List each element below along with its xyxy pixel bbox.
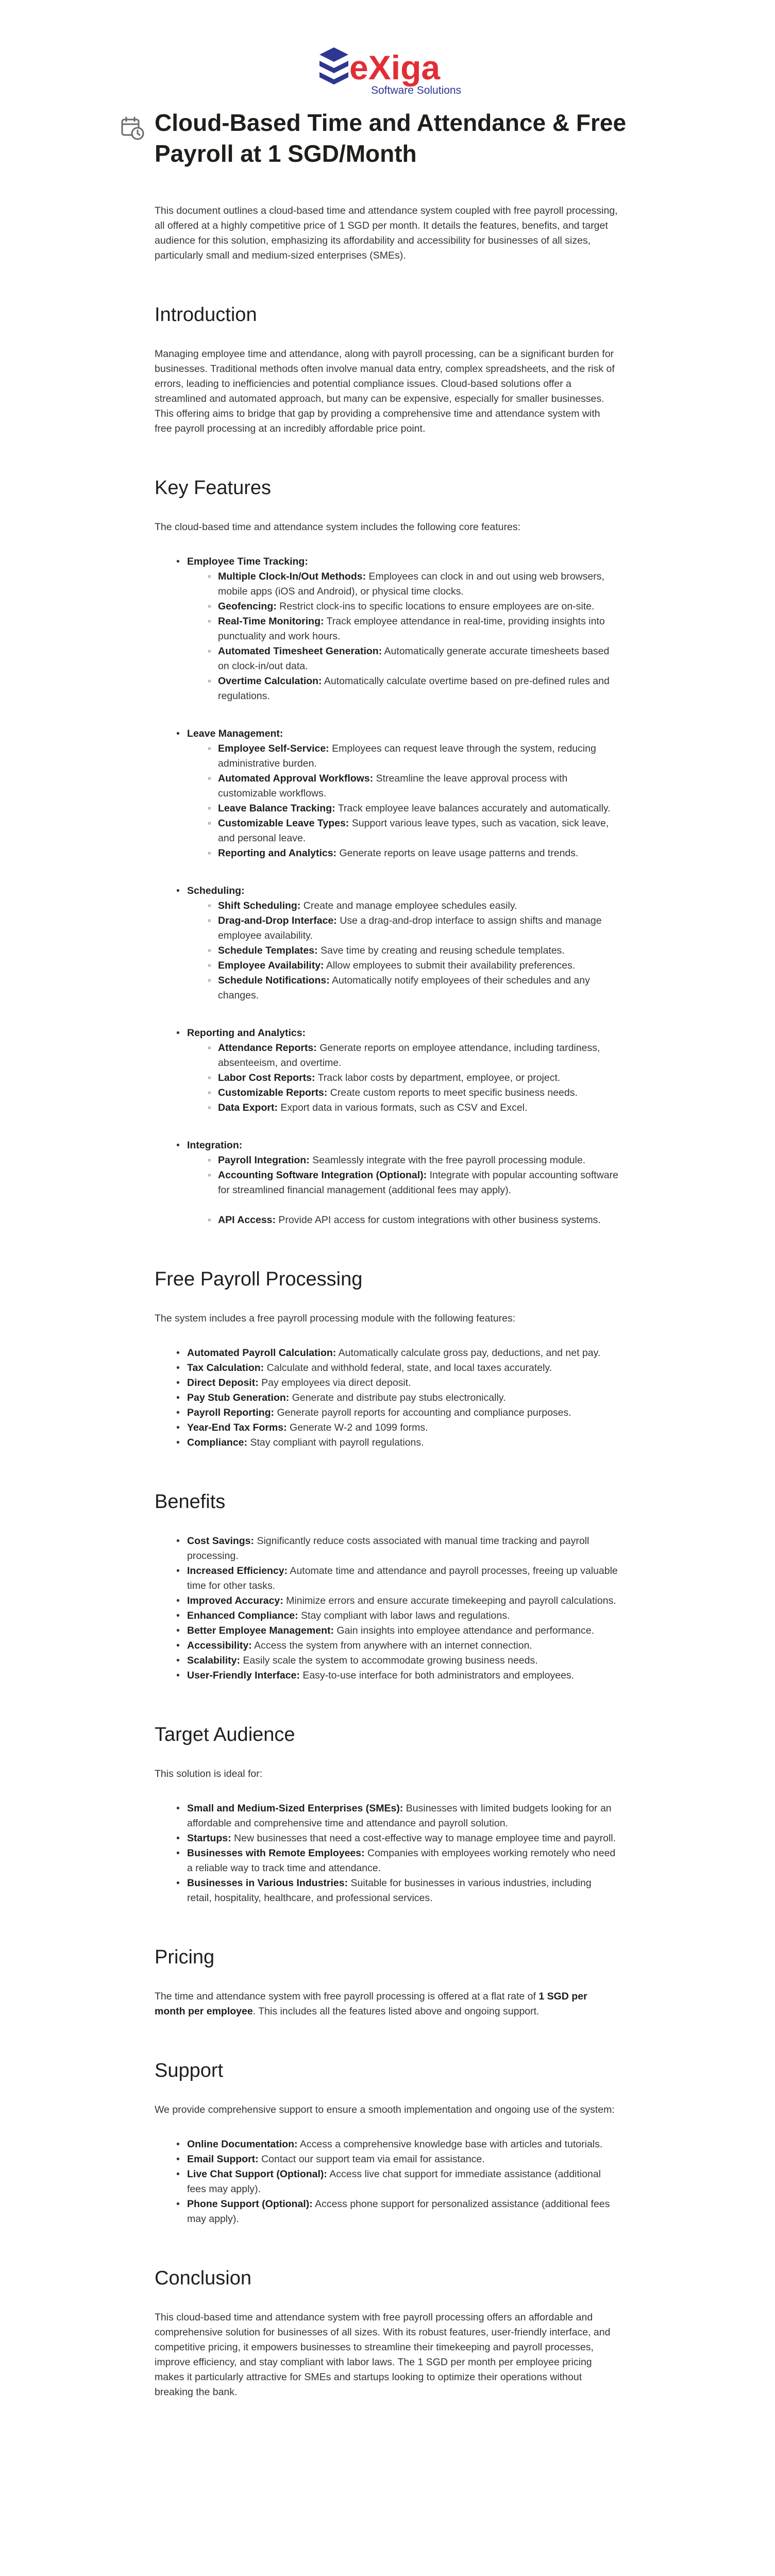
feature-item: ◦ Customizable Leave Types: Support various leave types, such as vacation, sick leave, and personal leave.: [218, 816, 618, 846]
feature-sublist: [218, 1153, 618, 1228]
pricing-text: The time and attendance system with free payroll processing is offered at a flat rate of 1 SGD per month per employee. This includes all the features listed above and ongoing support.: [155, 1991, 587, 2017]
feature-sublist: [218, 1041, 618, 1115]
benefit-item: • Improved Accuracy: Minimize errors and ensure accurate timekeeping and payroll calculations.: [187, 1594, 618, 1608]
benefit-item: • Increased Efficiency: Automate time and attendance and payroll processes, freeing up valuable time for other tasks.: [187, 1564, 618, 1594]
feature-item: ◦ Data Export: Export data in various formats, such as CSV and Excel.: [218, 1100, 618, 1115]
benefit-item: • Scalability: Easily scale the system to accommodate growing business needs.: [187, 1653, 618, 1668]
price-value: 1 SGD per month per employee: [155, 1991, 587, 2017]
feature-sublist: [218, 899, 618, 1003]
feature-item: ◦ API Access: Provide API access for custom integrations with other business systems.: [218, 1213, 618, 1228]
page-title: Cloud-Based Time and Attendance & Free Payroll at 1 SGD/Month: [155, 109, 627, 167]
feature-item: ◦ Reporting and Analytics: Generate reports on leave usage patterns and trends.: [218, 846, 618, 861]
feature-item: ◦ Overtime Calculation: Automatically calculate overtime based on pre-defined rules and regulations.: [218, 674, 618, 704]
key-features-heading: Key Features: [155, 477, 271, 499]
support-intro: We provide comprehensive support to ensure a smooth implementation and ongoing use of the system:: [155, 2104, 615, 2115]
payroll-item: • Automated Payroll Calculation: Automatically calculate gross pay, deductions, and net pay.: [187, 1346, 618, 1361]
feature-item: ◦ Payroll Integration: Seamlessly integrate with the free payroll processing module.: [218, 1153, 618, 1168]
feature-item: ◦ Drag-and-Drop Interface: Use a drag-and-drop interface to assign shifts and manage employee availability.: [218, 913, 618, 943]
introduction-heading: Introduction: [155, 304, 257, 326]
feature-item: ◦ Attendance Reports: Generate reports on employee attendance, including tardiness, absenteeism, and overtime.: [218, 1041, 618, 1071]
feature-group-integration: • Integration: ◦ Payroll Integration: Seamlessly integrate with the free payroll processing module. ◦ Accounting Software Integration (Optional): Integrate with popular accounting software for streamlined financial management (additional fees may apply). ◦ API Access: Provide API access for custom integrations with other business systems.: [187, 1138, 618, 1228]
benefit-item: • Cost Savings: Significantly reduce costs associated with manual time tracking and payroll processing.: [187, 1534, 618, 1564]
benefit-item: • Enhanced Compliance: Stay compliant with labor laws and regulations.: [187, 1608, 618, 1623]
benefit-item: • Better Employee Management: Gain insights into employee attendance and performance.: [187, 1623, 618, 1638]
feature-item: ◦ Customizable Reports: Create custom reports to meet specific business needs.: [218, 1086, 618, 1100]
support-item: • Email Support: Contact our support team via email for assistance.: [187, 2152, 618, 2167]
audience-intro: This solution is ideal for:: [155, 1768, 263, 1780]
feature-item: ◦ Employee Availability: Allow employees to submit their availability preferences.: [218, 958, 618, 973]
feature-item: ◦ Accounting Software Integration (Optional): Integrate with popular accounting software for streamlined financial management (additional fees may apply).: [218, 1168, 618, 1198]
feature-item: ◦ Leave Balance Tracking: Track employee leave balances accurately and automatically.: [218, 801, 618, 816]
conclusion-text: This cloud-based time and attendance system with free payroll processing offers an affordable and comprehensive solution for businesses of all sizes. With its robust features, user-friendly interface, and competitive pricing, it empowers businesses to streamline their timekeeping and payroll processes, improve efficiency, and stay compliant with labor laws. The 1 SGD per month per employee pricing makes it particularly attractive for SMEs and startups looking to optimize their operations without breaking the bank.: [155, 2312, 611, 2398]
document-body: [155, 204, 618, 2400]
support-heading: Support: [155, 2060, 224, 2081]
calendar-clock-icon: [120, 115, 145, 141]
benefit-item: • User-Friendly Interface: Easy-to-use interface for both administrators and employees.: [187, 1668, 618, 1683]
payroll-item: • Compliance: Stay compliant with payroll regulations.: [187, 1435, 618, 1450]
feature-item: ◦ Real-Time Monitoring: Track employee attendance in real-time, providing insights into punctuality and work hours.: [218, 614, 618, 644]
feature-sublist: [218, 569, 618, 704]
benefits-heading: Benefits: [155, 1491, 226, 1513]
support-item: • Live Chat Support (Optional): Access live chat support for immediate assistance (additional fees may apply).: [187, 2167, 618, 2197]
feature-group-time-tracking: • Employee Time Tracking: ◦ Multiple Clock-In/Out Methods: Employees can clock in and out using web browsers, mobile apps (iOS and Android), or physical time clocks. ◦ Geofencing: Restrict clock-ins to specific locations to ensure employees are on-site. ◦ Real-Time Monitoring: Track employee attendance in real-time, providing insights into punctuality and work hours. ◦ Automated Timesheet Generation: Automatically generate accurate timesheets based on clock-in/out data. ◦ Overtime Calculation: Automatically calculate overtime based on pre-defined rules and regulations.: [187, 554, 618, 704]
payroll-item: • Pay Stub Generation: Generate and distribute pay stubs electronically.: [187, 1391, 618, 1405]
pricing-heading: Pricing: [155, 1946, 215, 1968]
payroll-intro: The system includes a free payroll processing module with the following features:: [155, 1313, 516, 1324]
feature-item: ◦ Shift Scheduling: Create and manage employee schedules easily.: [218, 899, 618, 913]
feature-groups-list: [187, 554, 618, 1228]
feature-item: ◦ Schedule Templates: Save time by creating and reusing schedule templates.: [218, 943, 618, 958]
feature-item: ◦ Schedule Notifications: Automatically notify employees of their schedules and any changes.: [218, 973, 618, 1003]
audience-item: • Small and Medium-Sized Enterprises (SMEs): Businesses with limited budgets looking for an affordable and comprehensive time and attendance and payroll solution.: [187, 1801, 618, 1831]
feature-group-scheduling: • Scheduling: ◦ Shift Scheduling: Create and manage employee schedules easily. ◦ Drag-and-Drop Interface: Use a drag-and-drop interface to assign shifts and manage employee availability. ◦ Schedule Templates: Save time by creating and reusing schedule templates. ◦ Employee Availability: Allow employees to submit their availability preferences. ◦ Schedule Notifications: Automatically notify employees of their schedules and any changes.: [187, 884, 618, 1003]
support-item: • Online Documentation: Access a comprehensive knowledge base with articles and tutorials.: [187, 2137, 618, 2152]
audience-heading: Target Audience: [155, 1724, 295, 1745]
feature-item: ◦ Automated Timesheet Generation: Automatically generate accurate timesheets based on clock-in/out data.: [218, 644, 618, 674]
conclusion-heading: Conclusion: [155, 2267, 251, 2289]
exiga-logo: [305, 40, 470, 107]
introduction-text: Managing employee time and attendance, along with payroll processing, can be a significant burden for businesses. Traditional methods often involve manual data entry, complex spreadsheets, and the risk of errors, leading to inefficiencies and potential compliance issues. Cloud-based solutions offer a streamlined and automated approach, but many can be expensive, especially for smaller businesses. This offering aims to bridge that gap by providing a comprehensive time and attendance system with free payroll processing at an incredibly affordable price point.: [155, 348, 615, 434]
payroll-item: • Direct Deposit: Pay employees via direct deposit.: [187, 1376, 618, 1391]
logo-subtitle: Software Solutions: [371, 84, 462, 96]
payroll-list: [187, 1346, 618, 1450]
key-features-intro: The cloud-based time and attendance system includes the following core features:: [155, 521, 520, 533]
feature-item: ◦ Employee Self-Service: Employees can request leave through the system, reducing administrative burden.: [218, 741, 618, 771]
logo-brand-text: eXiga: [349, 48, 441, 87]
payroll-item: • Payroll Reporting: Generate payroll reports for accounting and compliance purposes.: [187, 1405, 618, 1420]
intro-paragraph: This document outlines a cloud-based time and attendance system coupled with free payroll processing, all offered at a highly competitive price of 1 SGD per month. It details the features, benefits, and target audience for this solution, emphasizing its affordability and accessibility for businesses of all sizes, particularly small and medium-sized enterprises (SMEs).: [155, 205, 618, 261]
payroll-item: • Year-End Tax Forms: Generate W-2 and 1099 forms.: [187, 1420, 618, 1435]
feature-item: ◦ Multiple Clock-In/Out Methods: Employees can clock in and out using web browsers, mobile apps (iOS and Android), or physical time clocks.: [218, 569, 618, 599]
support-list: [187, 2137, 618, 2227]
audience-item: • Startups: New businesses that need a cost-effective way to manage employee time and payroll.: [187, 1831, 618, 1846]
feature-group-reporting: • Reporting and Analytics: ◦ Attendance Reports: Generate reports on employee attendance, including tardiness, absenteeism, and overtime. ◦ Labor Cost Reports: Track labor costs by department, employee, or project. ◦ Customizable Reports: Create custom reports to meet specific business needs. ◦ Data Export: Export data in various formats, such as CSV and Excel.: [187, 1026, 618, 1115]
audience-item: • Businesses in Various Industries: Suitable for businesses in various industries, including retail, hospitality, healthcare, and professional services.: [187, 1876, 618, 1906]
audience-item: • Businesses with Remote Employees: Companies with employees working remotely who need a reliable way to track time and attendance.: [187, 1846, 618, 1876]
logo-mark-icon: [319, 47, 348, 84]
feature-sublist: [218, 741, 618, 861]
benefits-list: [187, 1534, 618, 1683]
payroll-item: • Tax Calculation: Calculate and withhold federal, state, and local taxes accurately.: [187, 1361, 618, 1376]
audience-list: [187, 1801, 618, 1906]
feature-item: ◦ Automated Approval Workflows: Streamline the leave approval process with customizable workflows.: [218, 771, 618, 801]
feature-group-leave: • Leave Management: ◦ Employee Self-Service: Employees can request leave through the system, reducing administrative burden. ◦ Automated Approval Workflows: Streamline the leave approval process with customizable workflows. ◦ Leave Balance Tracking: Track employee leave balances accurately and automatically. ◦ Customizable Leave Types: Support various leave types, such as vacation, sick leave, and personal leave. ◦ Reporting and Analytics: Generate reports on leave usage patterns and trends.: [187, 726, 618, 861]
payroll-heading: Free Payroll Processing: [155, 1268, 363, 1290]
benefit-item: • Accessibility: Access the system from anywhere with an internet connection.: [187, 1638, 618, 1653]
feature-item: ◦ Geofencing: Restrict clock-ins to specific locations to ensure employees are on-site.: [218, 599, 618, 614]
feature-item: ◦ Labor Cost Reports: Track labor costs by department, employee, or project.: [218, 1071, 618, 1086]
support-item: • Phone Support (Optional): Access phone support for personalized assistance (additional fees may apply).: [187, 2197, 618, 2227]
